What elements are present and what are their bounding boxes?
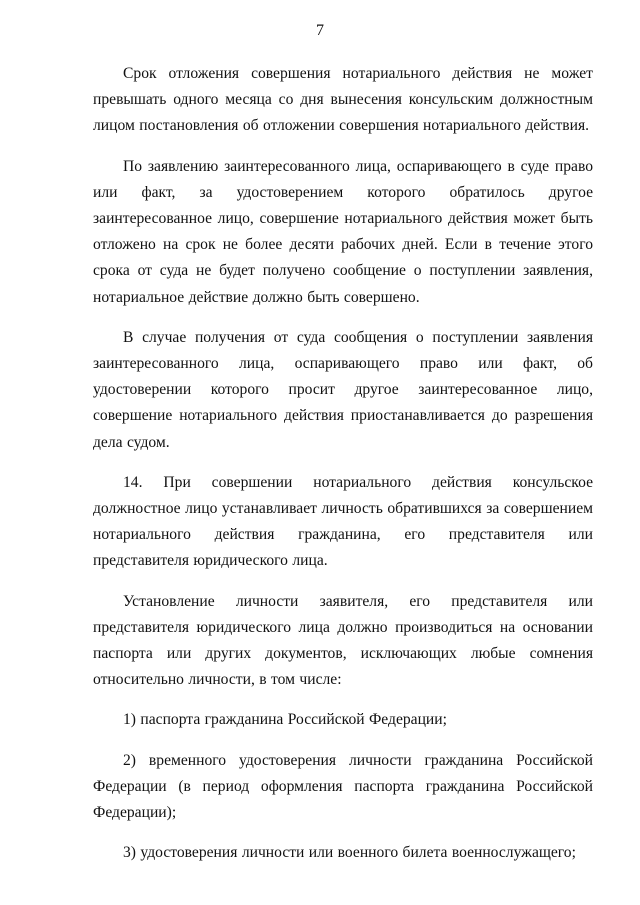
list-item-3: 3) удостоверения личности или военного билета военнослужащего;: [123, 844, 576, 862]
page-number: 7: [316, 22, 324, 39]
list-item-2: 2) временного удостоверения личности гражданина Российской Федерации (в период оформления паспорта гражданина Российской Федерации);: [93, 751, 593, 822]
list-item-1: 1) паспорта гражданина Российской Федерации;: [123, 711, 447, 729]
paragraph-item-14: 14. При совершении нотариального действия консульское должностное лицо устанавливает личность обратившихся за совершением нотариального действия гражданина, его представителя или представителя юридического лица.: [93, 473, 593, 570]
paragraph-postponement-by-request: По заявлению заинтересованного лица, оспаривающего в суде право или факт, за удостоверением которого обратилось другое заинтересованное лицо, совершение нотариального действия может быть отложено на срок не более десяти рабочих дней. Если в течение этого срока от суда не будет получено сообщение о поступлении заявления, нотариальное действие должно быть совершено.: [93, 157, 593, 306]
paragraph-suspension: В случае получения от суда сообщения о поступлении заявления заинтересованного лица, оспаривающего право или факт, об удостоверении которого просит другое заинтересованное лицо, совершение нотариального действия приостанавливается до разрешения дела судом.: [93, 328, 593, 451]
paragraph-identity-establishment: Установление личности заявителя, его представителя или представителя юридического лица должно производиться на основании паспорта или других документов, исключающих любые сомнения относительно личности, в том числе:: [93, 592, 593, 689]
document-body: [93, 61, 593, 880]
paragraph-postponement-term: Срок отложения совершения нотариального действия не может превышать одного месяца со дня вынесения консульским должностным лицом постановления об отложении совершения нотариального действия.: [93, 65, 593, 135]
